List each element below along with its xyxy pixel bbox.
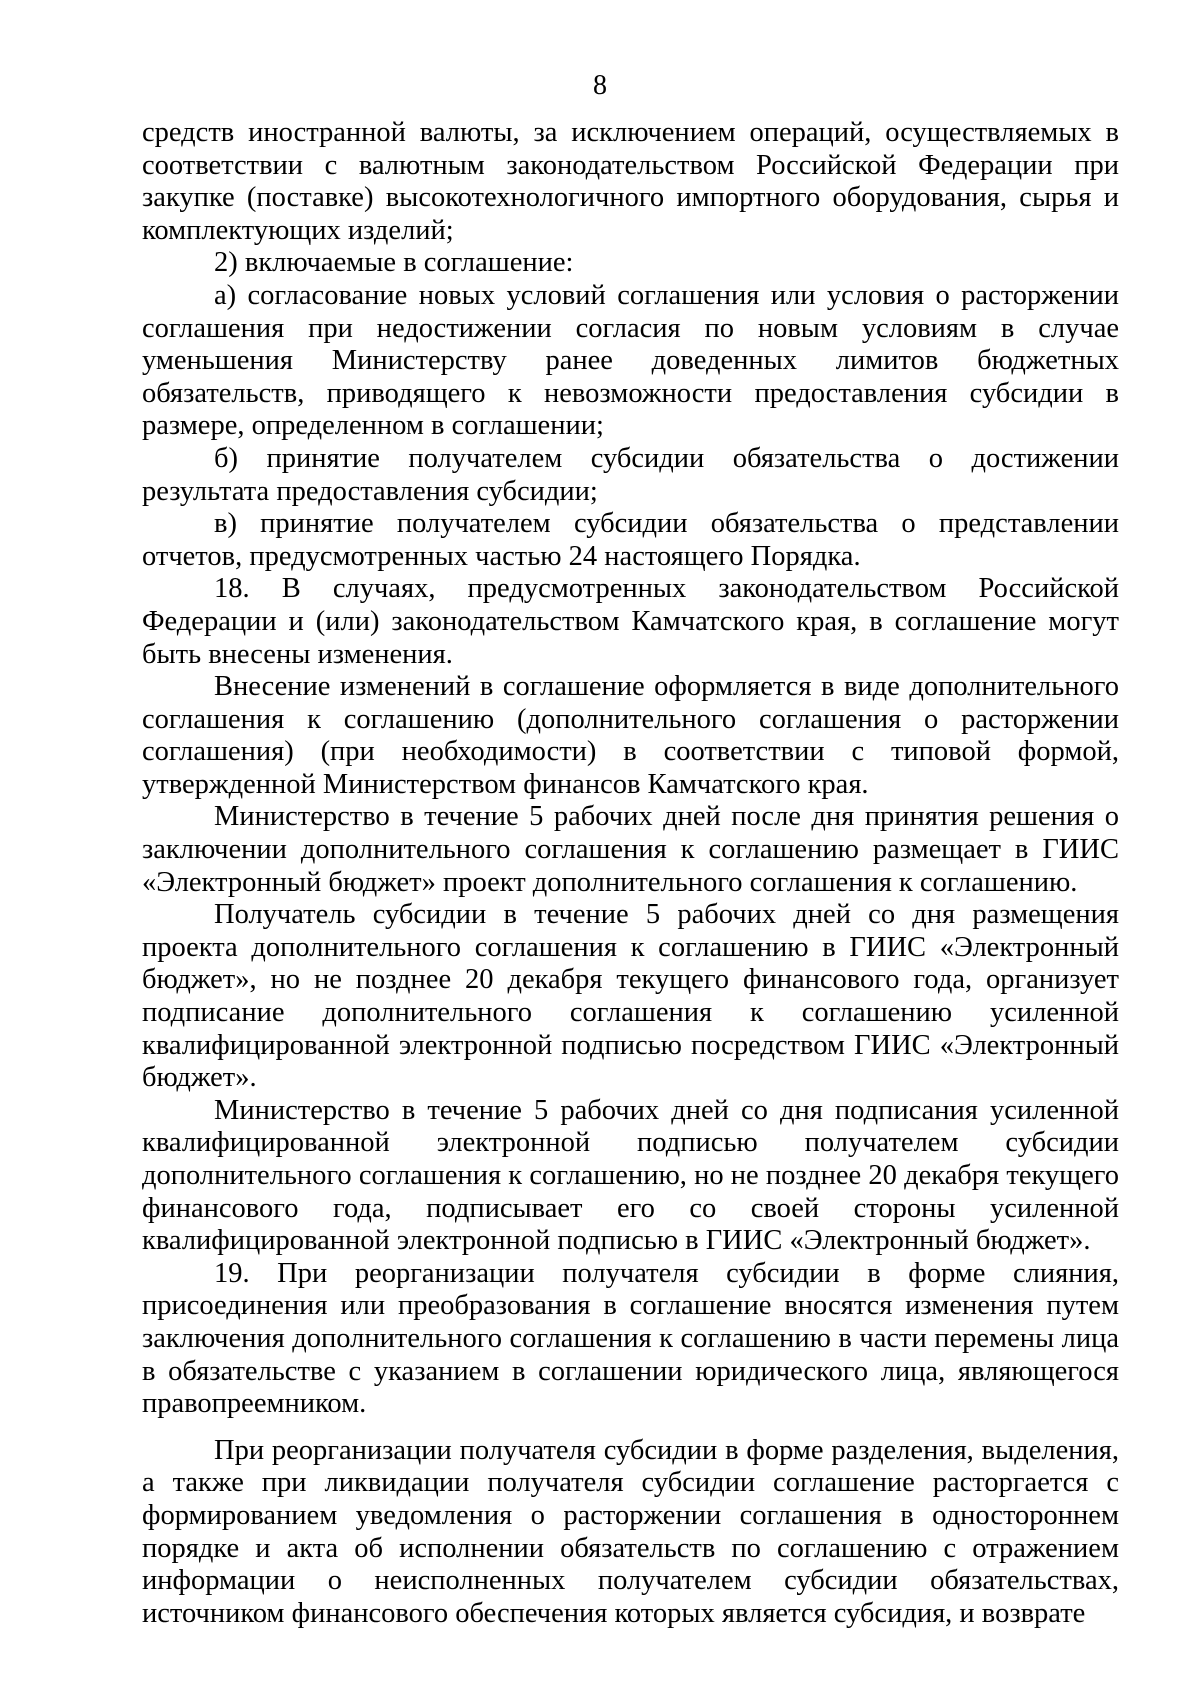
paragraph-item-a: а) согласование новых условий соглашения или условия о расторжении соглашения при недостижении согласия по новым условиям в случае уменьшения Министерству ранее доведенных лимитов бюджетных обязательств, приводящего к невозможности предоставления субсидии в размере, определенном в соглашении; — [142, 279, 1119, 442]
paragraph-item-2: 2) включаемые в соглашение: — [214, 247, 574, 279]
paragraph-recipient-signing: Получатель субсидии в течение 5 рабочих дней со дня размещения проекта дополнительного соглашения к соглашению в ГИИС «Электронный бюджет», но не позднее 20 декабря текущего финансового года, организует подписание дополнительного соглашения к соглашению усиленной квалифицированной электронной подписью посредством ГИИС «Электронный бюджет». — [142, 899, 1119, 1094]
paragraph-amendment-form: Внесение изменений в соглашение оформляется в виде дополнительного соглашения к соглашению (дополнительного соглашения о расторжении соглашения) (при необходимости) в соответствии с типовой формой, утвержденной Министерством финансов Камчатского края. — [142, 671, 1119, 800]
paragraph-ministry-posting: Министерство в течение 5 рабочих дней после дня принятия решения о заключении дополнительного соглашения к соглашению размещает в ГИИС «Электронный бюджет» проект дополнительного соглашения к соглашению. — [142, 801, 1119, 898]
page-number: 8 — [593, 70, 607, 101]
paragraph-ministry-signing: Министерство в течение 5 рабочих дней со дня подписания усиленной квалифицированной электронной подписью получателем субсидии дополнительного соглашения к соглашению, но не позднее 20 декабря текущего финансового года, подписывает его со своей стороны усиленной квалифицированной электронной подписью в ГИИС «Электронный бюджет». — [142, 1094, 1119, 1257]
paragraph-continuation: средств иностранной валюты, за исключением операций, осуществляемых в соответствии с валютным законодательством Российской Федерации при закупке (поставке) высокотехнологичного импортного оборудования, сырья и комплектующих изделий; — [142, 117, 1119, 246]
paragraph-section-18: 18. В случаях, предусмотренных законодательством Российской Федерации и (или) законодательством Камчатского края, в соглашение могут быть внесены изменения. — [142, 573, 1119, 670]
paragraph-section-19: 19. При реорганизации получателя субсидии в форме слияния, присоединения или преобразования в соглашение вносятся изменения путем заключения дополнительного соглашения к соглашению в части перемены лица в обязательстве с указанием в соглашении юридического лица, являющегося правопреемником. — [142, 1257, 1119, 1420]
paragraph-item-b: б) принятие получателем субсидии обязательства о достижении результата предоставления субсидии; — [142, 442, 1119, 507]
paragraph-reorganization-termination: При реорганизации получателя субсидии в форме разделения, выделения, а также при ликвидации получателя субсидии соглашение расторгается с формированием уведомления о расторжении соглашения в одностороннем порядке и акта об исполнении обязательств по соглашению с отражением информации о неисполненных получателем субсидии обязательствах, источником финансового обеспечения которых является субсидия, и возврате — [142, 1434, 1119, 1629]
paragraph-item-v: в) принятие получателем субсидии обязательства о представлении отчетов, предусмотренных частью 24 настоящего Порядка. — [142, 508, 1119, 572]
document-body — [142, 117, 1119, 1630]
